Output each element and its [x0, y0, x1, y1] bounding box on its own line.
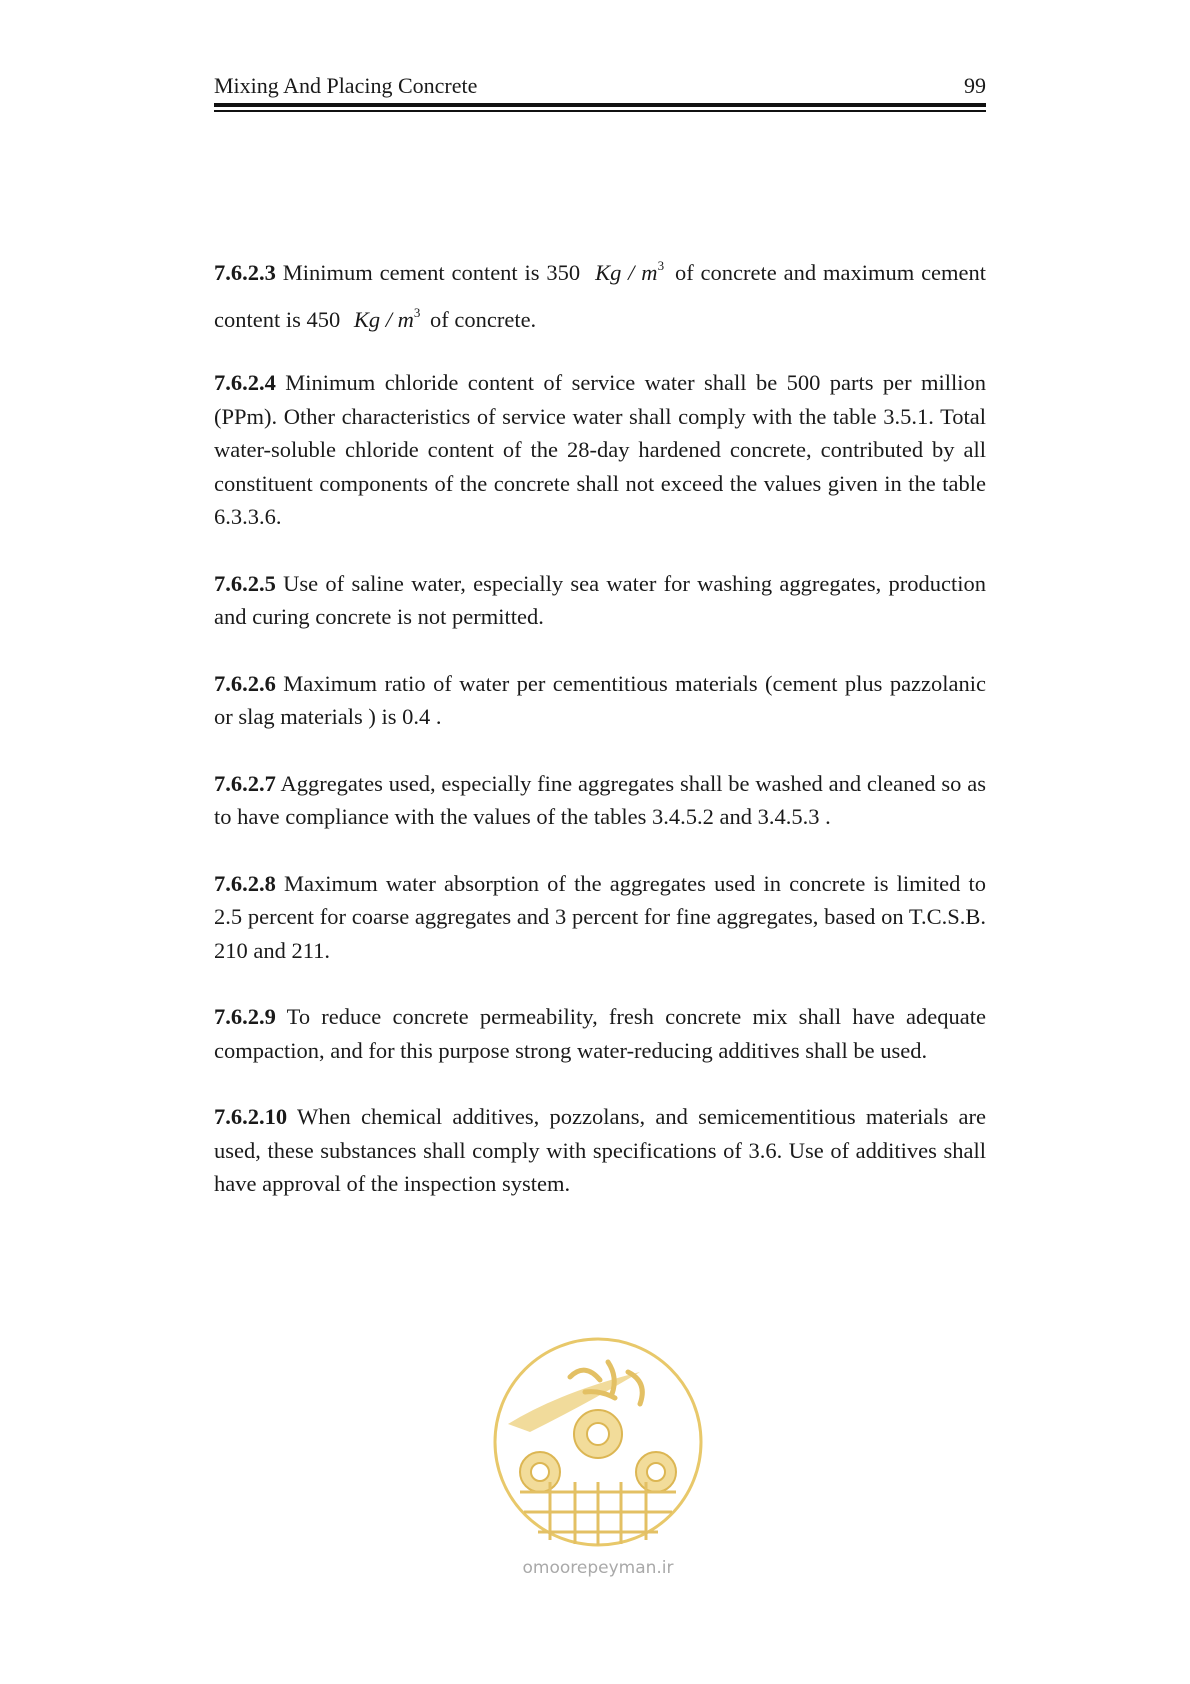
clause-text: Minimum chloride content of service water shall be 500 parts per million (PPm). Other characteristics of service water shall comply with the table 3.5.1. Total water-soluble chloride content of the 28-day hardened concrete, contributed by all constituent components of the concrete shall not exceed the values given in the table 6.3.3.6.	[214, 370, 987, 529]
clause-7-6-2-9	[214, 1000, 986, 1067]
clause-text: Use of saline water, especially sea water for washing aggregates, production and curing concrete is not permitted.	[214, 570, 986, 629]
clause-text: Maximum ratio of water per cementitious materials (cement plus pazzolanic or slag materials ) is 0.4 .	[214, 670, 987, 729]
running-title: Mixing And Placing Concrete	[214, 73, 478, 98]
clause-text: Aggregates used, especially fine aggregates shall be washed and cleaned so as to have compliance with the values of the tables 3.4.5.2 and 3.4.5.3 .	[214, 770, 986, 829]
unit-kg-per-m3: Kg / $m^3$	[353, 305, 421, 332]
clause-text: To reduce concrete permeability, fresh concrete mix shall have adequate compaction, and for this purpose strong water-reducing additives shall be used.	[214, 1004, 986, 1063]
clause-number: 7.6.2.10	[214, 1104, 288, 1129]
clause-7-6-2-4	[214, 366, 986, 534]
clause-text: Maximum water absorption of the aggregates used in concrete is limited to 2.5 percent for coarse aggregates and 3 percent for fine aggregates, based on T.C.S.B. 210 and 211.	[214, 870, 987, 963]
clause-7-6-2-8	[214, 867, 986, 968]
page-header	[214, 70, 986, 114]
clause-7-6-2-6	[214, 667, 986, 734]
header-rule-thin	[214, 110, 986, 112]
clause-7-6-2-5	[214, 567, 986, 634]
watermark-url: omoorepeyman.ir	[522, 1558, 674, 1578]
clause-number: 7.6.2.6	[214, 670, 276, 696]
clause-text-part: of concrete and maximum cement content is 450	[214, 260, 987, 332]
omoorepeyman-logo-icon	[490, 1332, 706, 1552]
watermark-logo	[490, 1332, 706, 1582]
clause-7-6-2-7	[214, 767, 986, 834]
clause-number: 7.6.2.3	[214, 260, 276, 285]
clause-7-6-2-10	[214, 1100, 986, 1201]
page-number: 99	[964, 73, 986, 98]
header-rule-thick	[214, 103, 986, 107]
unit-kg-per-m3: Kg / $m^3$	[595, 258, 665, 285]
clause-number: 7.6.2.8	[214, 870, 276, 896]
clause-text-part: of concrete.	[430, 307, 537, 332]
clause-7-6-2-3	[214, 246, 986, 340]
body-text	[214, 246, 986, 1234]
clause-text: When chemical additives, pozzolans, and semicementitious materials are used, these substances shall comply with specifications of 3.6. Use of additives shall have approval of the inspection system.	[214, 1104, 987, 1196]
clause-number: 7.6.2.4	[214, 370, 276, 395]
clause-number: 7.6.2.9	[214, 1004, 276, 1029]
clause-number: 7.6.2.5	[214, 570, 276, 596]
clause-number: 7.6.2.7	[214, 770, 276, 796]
clause-text-part: Minimum cement content is 350	[282, 260, 581, 285]
